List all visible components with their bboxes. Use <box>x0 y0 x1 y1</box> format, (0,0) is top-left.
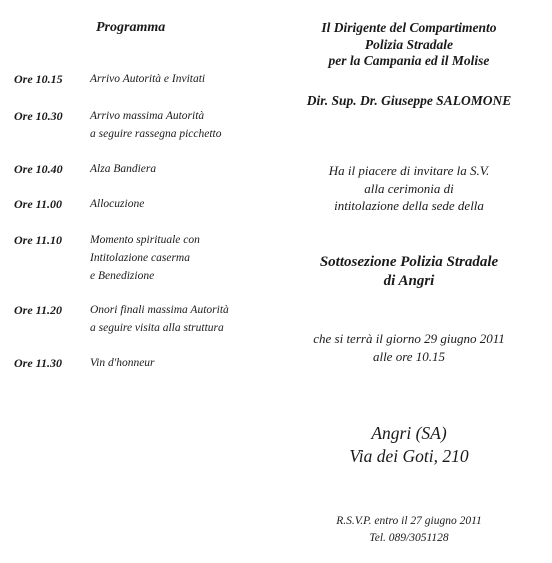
program-description-line: Allocuzione <box>90 198 145 210</box>
program-description-line: Intitolazione caserma <box>90 252 190 264</box>
program-description <box>90 354 155 372</box>
program-description-line: Alza Bandiera <box>90 163 157 175</box>
program-description-line: Momento spirituale con <box>90 234 200 246</box>
program-time: Ore 10.40 <box>14 162 63 176</box>
program-description <box>90 107 221 143</box>
invitation-text <box>280 162 538 215</box>
signatory-name: Dir. Sup. Dr. Giuseppe SALOMONE <box>306 93 512 108</box>
invitation-header <box>280 20 538 70</box>
program-description <box>90 195 144 213</box>
program-time: Ore 11.30 <box>14 356 62 370</box>
program-description-line: Arrivo Autorità e Invitati <box>90 73 206 85</box>
event-location-line: Angri (SA) <box>371 423 447 443</box>
rsvp-info <box>280 513 538 547</box>
program-time: Ore 11.00 <box>14 197 62 211</box>
program-description-line: Arrivo massima Autorità <box>90 110 205 122</box>
rsvp-line: R.S.V.P. entro il 27 giugno 2011 <box>336 515 482 527</box>
program-description-line: a seguire visita alla struttura <box>90 322 224 334</box>
program-description <box>90 301 229 337</box>
program-description <box>90 231 200 285</box>
invitation-header-line: Il Dirigente del Compartimento <box>321 20 497 35</box>
programma-title: Programma <box>96 20 166 35</box>
program-description-line: e Benedizione <box>90 270 155 282</box>
program-time: Ore 10.30 <box>14 109 63 123</box>
invitation-text-line: alla cerimonia di <box>364 180 454 196</box>
invitation-text-line: intitolazione della sede della <box>334 198 484 213</box>
program-description <box>90 70 205 88</box>
program-description-line: a seguire rassegna picchetto <box>90 128 222 140</box>
office-name <box>280 253 538 291</box>
rsvp-line: Tel. 089/3051128 <box>369 532 449 544</box>
invitation-header-line: Polizia Stradale <box>364 36 454 52</box>
invitation-text-line: Ha il piacere di invitare la S.V. <box>328 163 490 178</box>
program-time: Ore 11.10 <box>14 233 62 247</box>
program-description-line: Vin d'honneur <box>90 357 155 369</box>
program-description-line: Onori finali massima Autorità <box>90 304 229 316</box>
event-location <box>280 422 538 468</box>
program-time: Ore 10.15 <box>14 72 63 86</box>
invitation-header-line: per la Campania ed il Molise <box>328 53 490 68</box>
event-date-line: che si terrà il giorno 29 giugno 2011 <box>313 331 505 346</box>
event-location-line: Via dei Goti, 210 <box>349 446 469 466</box>
office-name-line: di Angri <box>383 273 435 289</box>
program-description <box>90 160 156 178</box>
event-date-line: alle ore 10.15 <box>372 348 446 364</box>
event-date <box>280 330 538 365</box>
office-name-line: Sottosezione Polizia Stradale <box>319 254 499 270</box>
program-time: Ore 11.20 <box>14 303 62 317</box>
